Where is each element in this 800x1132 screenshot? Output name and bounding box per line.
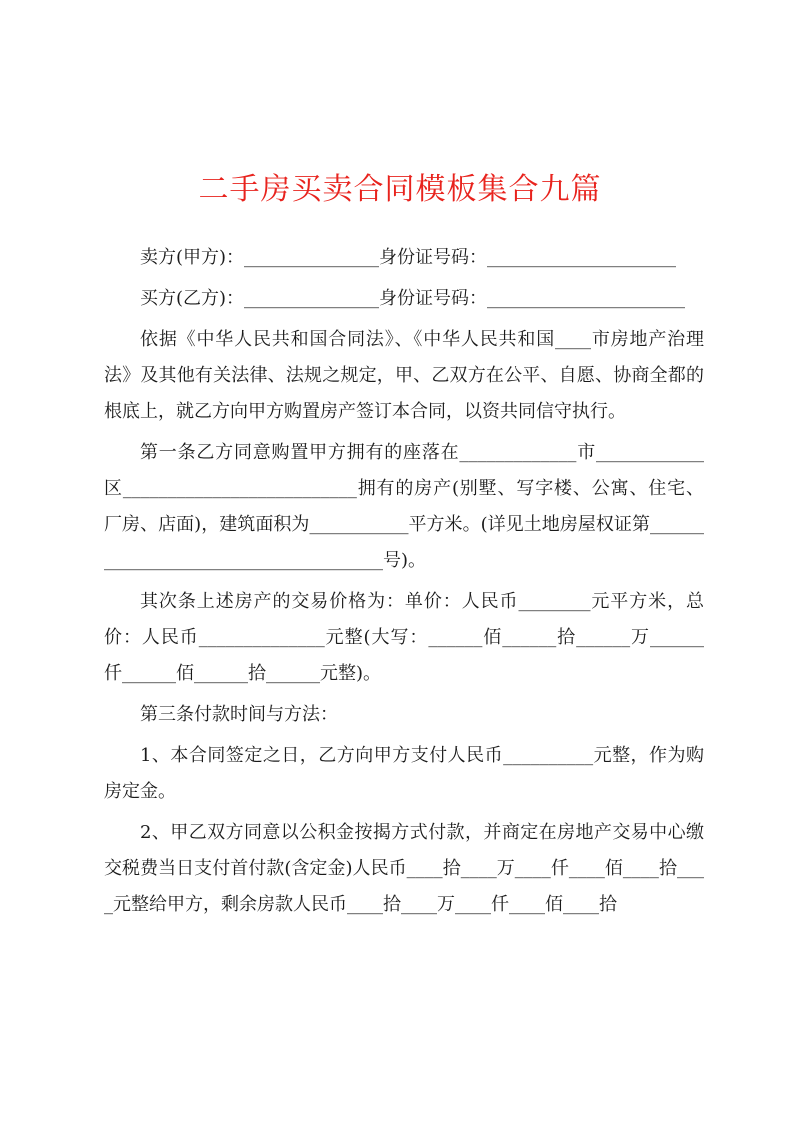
article-2-paragraph: 其次条上述房产的交易价格为：单价：人民币________元平方米，总价：人民币______________元整(大写：______佰______拾______万______仟______佰______拾______元整)。 bbox=[104, 591, 704, 684]
article-3-heading: 第三条付款时间与方法： bbox=[140, 704, 338, 725]
payment-clause-1: 1、本合同签定之日，乙方向甲方支付人民币__________元整，作为购房定金。 bbox=[104, 745, 704, 802]
article-1-paragraph: 第一条乙方同意购置甲方拥有的座落在_____________市____________区__________________________拥有的房产(别墅、写字楼、公寓、住宅、厂房、店面)，建筑面积为___________平方米。(详见土地房屋权证第_____________________________________号)。 bbox=[104, 442, 704, 571]
seller-line: 卖方(甲方)：_______________身份证号码：_____________________ bbox=[140, 247, 677, 268]
document-title: 二手房买卖合同模板集合九篇 bbox=[198, 172, 602, 207]
contract-body bbox=[104, 240, 704, 928]
preamble-paragraph: 依据《中华人民共和国合同法》、《中华人民共和国____市房地产治理法》及其他有关法律、法规之规定，甲、乙双方在公平、自愿、协商全都的根底上，就乙方向甲方购置房产签订本合同，以资共同信守执行。 bbox=[104, 329, 704, 422]
payment-clause-2: 2、甲乙双方同意以公积金按揭方式付款，并商定在房地产交易中心缴交税费当日支付首付款(含定金)人民币____拾____万____仟____佰____拾____元整给甲方，剩余房款人民币____拾____万____仟____佰____拾 bbox=[104, 822, 704, 915]
buyer-line: 买方(乙方)：_______________身份证号码：______________________ bbox=[140, 288, 686, 309]
